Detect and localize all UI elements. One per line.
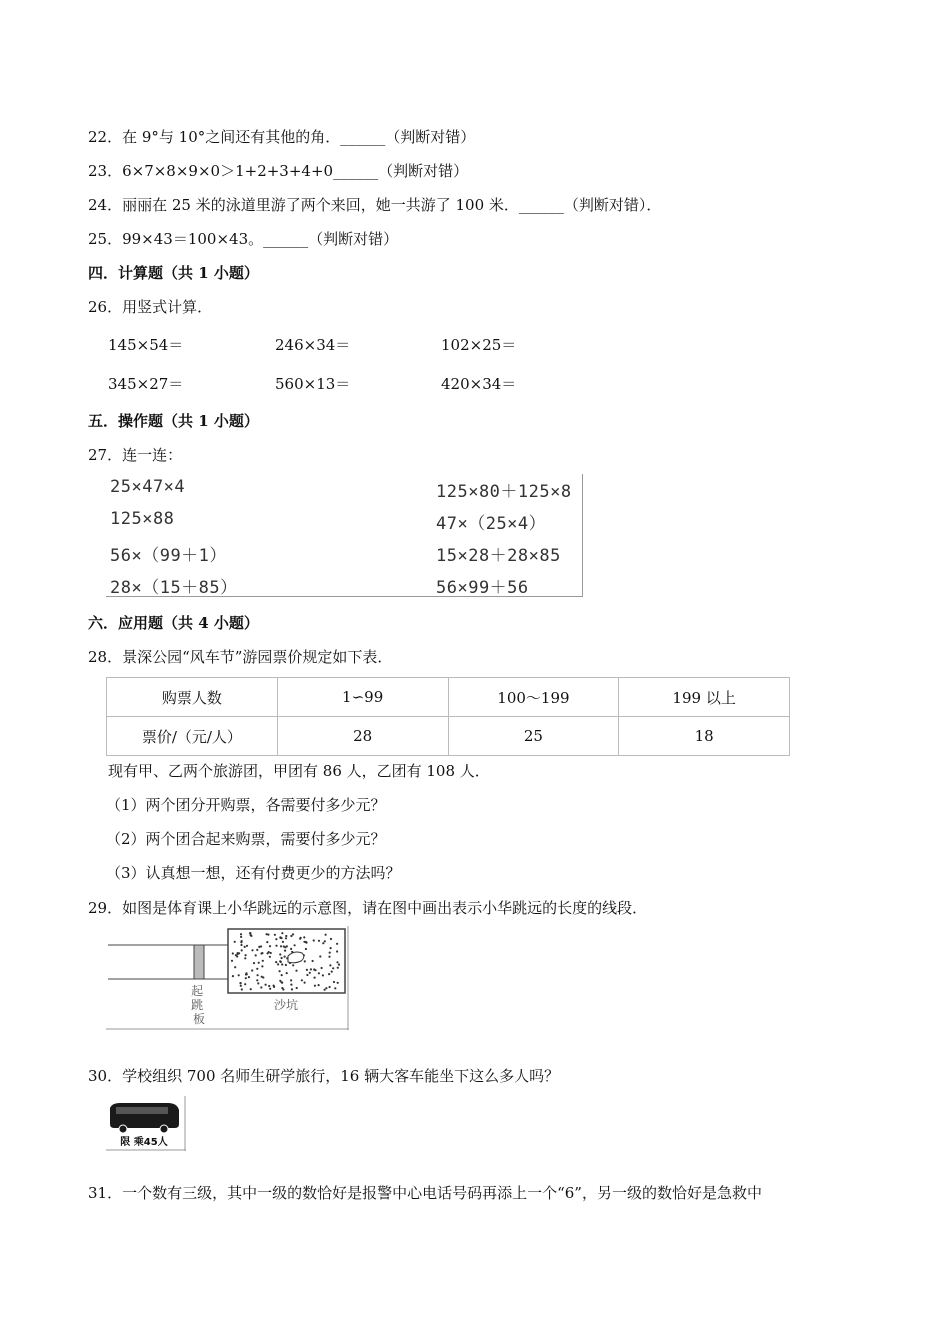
question-24: 24．丽丽在 25 米的泳道里游了两个来回，她一共游了 100 米．______（判断对错）． xyxy=(88,196,662,214)
question-28-part3: （3）认真想一想，还有付费更少的方法吗？ xyxy=(106,864,401,882)
sand-pit-label: 沙坑 xyxy=(273,998,299,1012)
table-cell: 25 xyxy=(448,717,619,756)
question-23: 23．6×7×8×9×0＞1+2+3+4+0______（判断对错） xyxy=(88,162,469,180)
table-cell: 18 xyxy=(619,717,790,756)
table-row xyxy=(107,717,790,756)
match-left-item: 125×88 xyxy=(110,509,175,529)
question-28: 28．景深公园“风车节”游园票价规定如下表． xyxy=(88,648,393,666)
table-cell: 100～199 xyxy=(448,678,619,717)
calc-item: 560×13＝ xyxy=(275,375,351,393)
calc-item: 345×27＝ xyxy=(108,375,184,393)
table-cell: 购票人数 xyxy=(107,678,278,717)
match-right-item: 47×（25×4） xyxy=(436,514,547,534)
match-left-item: 25×47×4 xyxy=(110,477,186,497)
takeoff-board xyxy=(194,945,204,979)
question-26: 26．用竖式计算． xyxy=(88,298,213,316)
matching-image xyxy=(106,474,583,597)
footprint-mark xyxy=(288,952,304,963)
section-heading-calc: 四．计算题（共 1 小题） xyxy=(88,264,259,282)
question-28-part2: （2）两个团合起来购票，需要付多少元？ xyxy=(106,830,386,848)
match-right-item: 56×99＋56 xyxy=(436,578,529,598)
question-28-part1: （1）两个团分开购票，各需要付多少元？ xyxy=(106,796,386,814)
calc-item: 246×34＝ xyxy=(275,336,351,354)
calc-item: 145×54＝ xyxy=(108,336,184,354)
long-jump-diagram xyxy=(106,926,349,1030)
price-table xyxy=(106,677,790,756)
bus-image xyxy=(106,1096,186,1151)
question-28-text: 现有甲、乙两个旅游团，甲团有 86 人，乙团有 108 人． xyxy=(108,762,490,780)
question-22: 22．在 9°与 10°之间还有其他的角．______（判断对错） xyxy=(88,128,476,146)
question-25: 25．99×43＝100×43。______（判断对错） xyxy=(88,230,399,248)
question-29: 29．如图是体育课上小华跳远的示意图，请在图中画出表示小华跳远的长度的线段． xyxy=(88,899,648,917)
bus-figure xyxy=(106,1096,186,1151)
calc-item: 102×25＝ xyxy=(441,336,517,354)
section-heading-application: 六．应用题（共 4 小题） xyxy=(88,614,259,632)
match-left-item: 56×（99＋1） xyxy=(110,546,227,566)
section-heading-operation: 五．操作题（共 1 小题） xyxy=(88,412,259,430)
question-27: 27．连一连： xyxy=(88,446,183,464)
calc-item: 420×34＝ xyxy=(441,375,517,393)
table-row xyxy=(107,678,790,717)
table-cell: 票价/（元/人） xyxy=(107,717,278,756)
bus-icon xyxy=(110,1103,179,1133)
question-31: 31．一个数有三级，其中一级的数恰好是报警中心电话号码再添上一个“6”，另一级的数恰好是急救中 xyxy=(88,1184,762,1202)
question-30: 30．学校组织 700 名师生研学旅行，16 辆大客车能坐下这么多人吗？ xyxy=(88,1067,560,1085)
bus-capacity-label: 限 乘45人 xyxy=(120,1137,168,1148)
long-jump-figure xyxy=(106,926,349,1030)
table-cell: 28 xyxy=(277,717,448,756)
table-cell: 199 以上 xyxy=(619,678,790,717)
table-cell: 1∽99 xyxy=(277,678,448,717)
takeoff-board-label: 起 跳 板 xyxy=(191,984,206,1026)
match-right-item: 125×80＋125×8 xyxy=(436,482,572,502)
match-left-item: 28×（15＋85） xyxy=(110,578,238,598)
match-right-item: 15×28＋28×85 xyxy=(436,546,561,566)
